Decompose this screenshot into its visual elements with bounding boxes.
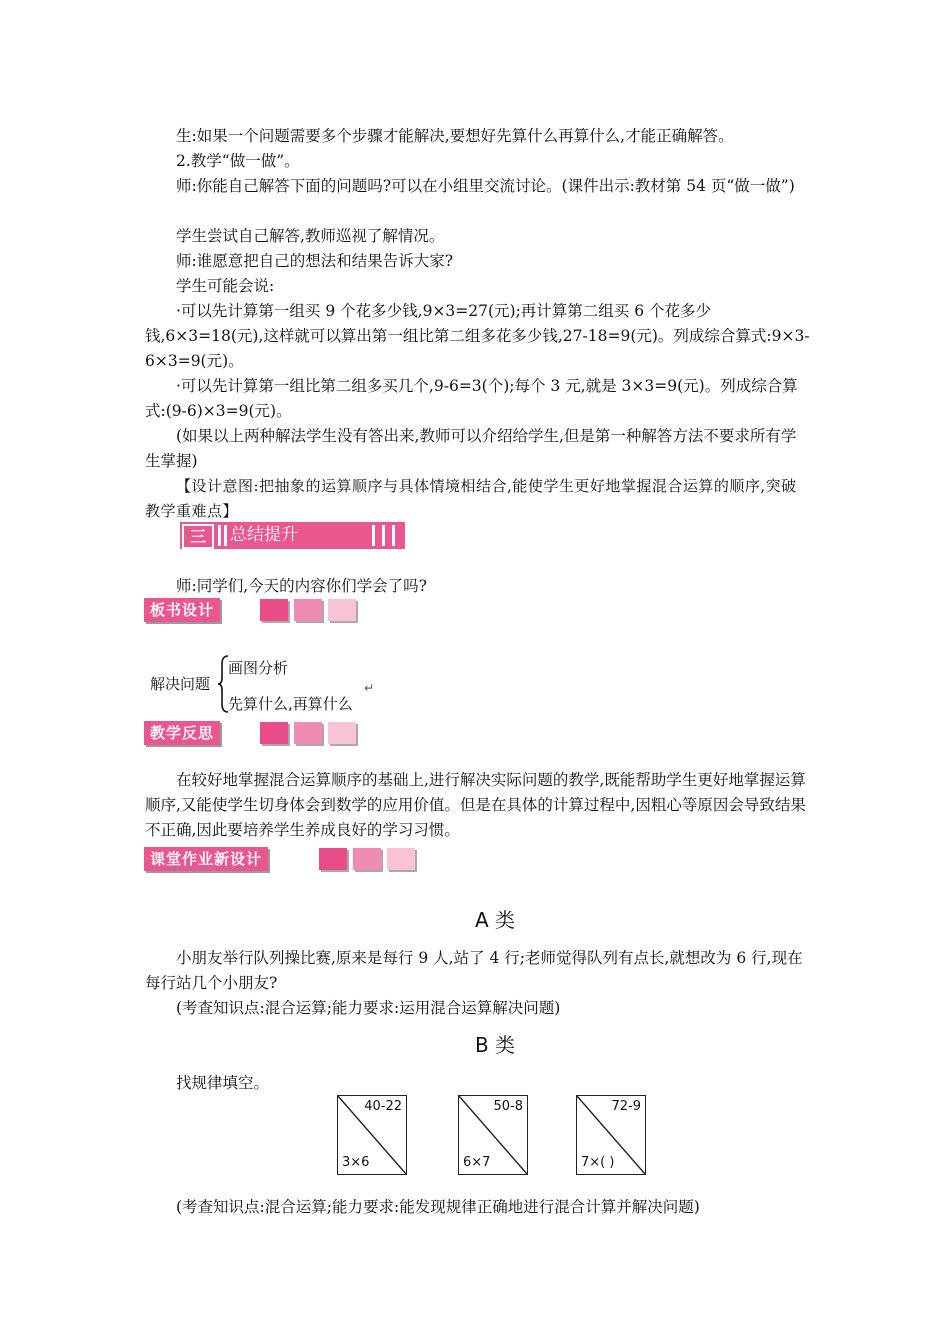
summary-question: 师:同学们,今天的内容你们学会了吗? [176,577,427,595]
paragraph-student-answer: 生:如果一个问题需要多个步骤才能解决,要想好先算什么再算什么,才能正确解答。 [176,127,734,145]
category-b-note: (考查知识点:混合运算;能力要求:能发现规律正确地进行混合计算并解决问题) [176,1198,700,1216]
decor-square [328,599,356,621]
section-title: 总结提升 [230,525,298,545]
design-intent: 【设计意图:把抽象的运算顺序与具体情境相结合,能使学生更好地掌握混合运算的顺序,突破教学重难点】 [145,477,797,520]
decor-square [387,848,415,870]
paragraph-teacher-note: (如果以上两种解法学生没有答出来,教师可以介绍给学生,但是第一种解答方法不要求所有学生掌握) [145,427,797,470]
paragraph-teach-heading: 2.教学“做一做”。 [176,152,300,170]
banner-stripe [392,525,395,546]
board-design-tag: 板书设计 [144,598,220,622]
section-number: 三 [182,524,214,549]
pattern-bottom-value: 7×( ) [581,1155,615,1170]
pattern-bottom-value: 3×6 [342,1155,370,1170]
paragraph-teacher-question: 师:你能自己解答下面的问题吗?可以在小组里交流讨论。(课件出示:教材第 54 页“做一做”) [176,177,795,195]
category-b-prompt: 找规律填空。 [176,1074,270,1092]
banner-divider [218,525,221,546]
decor-square [260,722,288,744]
decor-square [294,722,322,744]
category-a-problem: 小朋友举行队列操比赛,原来是每行 9 人,站了 4 行;老师觉得队列有点长,就想改为 6 行,现在每行站几个小朋友? [145,949,803,992]
board-branch-draw: 画图分析 [228,659,289,677]
pattern-box [576,1095,646,1175]
banner-divider [224,525,227,546]
paragraph-students-say: 学生可能会说: [176,277,275,295]
decor-square [260,599,288,621]
category-a-title: A 类 [474,908,516,932]
reflection-text: 在较好地掌握混合运算顺序的基础上,进行解决实际问题的教学,既能帮助学生更好地掌握运算顺序,又能使学生切身体会到数学的应用价值。但是在具体的计算过程中,因粗心等原因会导致结果不正确,因此要培养学生养成良好的学习习惯。 [145,771,806,839]
homework-tag: 课堂作业新设计 [144,847,268,871]
return-mark-icon: ↵ [364,681,375,695]
category-b-title: B 类 [474,1033,516,1057]
pattern-box [458,1095,528,1175]
board-branch-order: 先算什么,再算什么 [228,695,353,713]
paragraph-teacher-ask: 师:谁愿意把自己的想法和结果告诉大家? [176,252,454,270]
banner-stripe [382,525,385,546]
decor-square [294,599,322,621]
reflection-tag: 教学反思 [144,721,220,745]
decor-square [353,848,381,870]
pattern-top-value: 72-9 [611,1099,641,1114]
pattern-box [337,1095,407,1175]
pattern-top-value: 50-8 [493,1099,523,1114]
category-a-note: (考查知识点:混合运算;能力要求:运用混合运算解决问题) [176,999,561,1017]
banner-stripe [372,525,375,546]
pattern-top-value: 40-22 [364,1099,402,1114]
board-root: 解决问题 [150,675,211,693]
paragraph-method-two: ·可以先计算第一组比第二组多买几个,9-6=3(个);每个 3 元,就是 3×3=9(元)。列成综合算式:(9-6)×3=9(元)。 [145,377,798,420]
decor-square [319,848,347,870]
section-banner-summary [180,522,405,549]
paragraph-student-try: 学生尝试自己解答,教师巡视了解情况。 [176,227,445,245]
decor-square [328,722,356,744]
paragraph-method-one: ·可以先计算第一组买 9 个花多少钱,9×3=27(元);再计算第二组买 6 个花多少钱,6×3=18(元),这样就可以算出第一组比第二组多花多少钱,27-18=9(元)。列成综合算式:9×3-6×3=9(元)。 [145,302,810,370]
pattern-bottom-value: 6×7 [463,1155,491,1170]
